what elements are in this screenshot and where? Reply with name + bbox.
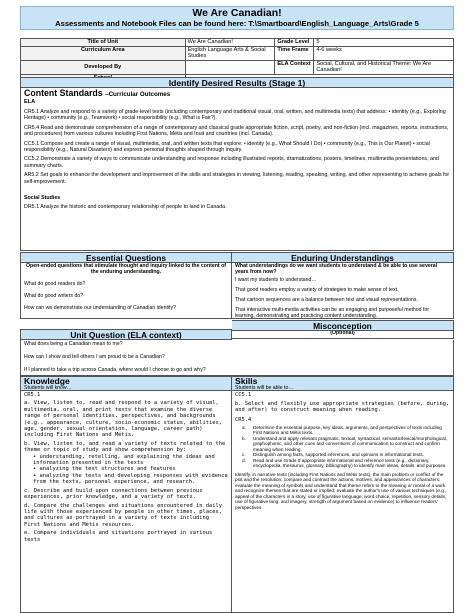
content-standards-section xyxy=(20,88,454,251)
understanding-item: That good readers employ a variety of strategies to make sense of text. xyxy=(235,286,399,293)
file-path-note: Assessments and Notebook Files can be found here: T:\Smartboard\English_Language_Arts\Grade 5 xyxy=(55,19,419,28)
knowledge-item-d: d. Compare the challenges and situations encountered in daily life with those experienced by people in other times, places, and cultures as portrayed in a variety of texts including First Nations and Métis resources. xyxy=(24,502,222,528)
outcome-cr54: CR5.4 Read and demonstrate comprehension of a range of contemporary and classical grade appropriate fiction, script, poetry, and non-fiction (incl. magazines, reports, instructions, and procedures) from various cultures including First Nations, Métis and Inuit and countries (incl. Canada). xyxy=(24,124,449,138)
title-banner xyxy=(20,6,454,30)
skills-list-item: d. Read and use Grade 5 appropriate informational and reference texts (e.g., dictionary, encyclopedia, thesaurus, glossary, bibliography) to identify main ideas, details, and purposes. xyxy=(242,457,447,469)
knowledge-section xyxy=(20,391,232,613)
outcome-dr51: DR5.1 Analyze the historic and contemporary relationship of people to land in Canada. xyxy=(24,204,227,211)
page-title: We Are Canadian! xyxy=(192,7,282,19)
knowledge-item-b: b. View, listen to, and read a variety of texts related to the theme or topic of study and show comprehension by: xyxy=(24,440,226,454)
knowledge-item-e: e. Compare individuals and situations portrayed in various texts xyxy=(24,530,213,543)
content-standards-title-text: Content Standards xyxy=(24,88,103,98)
unit-info-table xyxy=(20,38,454,83)
skills-heading xyxy=(232,376,454,391)
enduring-understandings-section xyxy=(232,263,454,319)
ela-context-value: Social, Cultural, and Historical Theme: We Are Canadian! xyxy=(314,60,454,74)
misconception-heading: Misconception xyxy=(232,320,454,331)
outcome-cc51: CC5.1 Compose and create a range of visual, multimedia, oral, and written texts that explore: • identity (e.g., What Should I Do) • community (e.g., This is Our Planet) • social responsibility (e.g., Natural Disasters) and express personal thoughts shaped through inquiry. xyxy=(24,140,430,154)
curriculum-area-label: Curriculum Area xyxy=(21,46,186,60)
ela-context-label: ELA Context xyxy=(275,60,314,74)
outcome-cr51: CR5.1 Analyze and respond to a variety of grade-level texts (including contemporary and traditional visual, oral, written, and multimedia texts) that address: • identity (e.g., Exploring Heritage) • community (e.g., Teamwork) • social responsibility (e.g., What is Fair?). xyxy=(24,109,446,122)
outcome-cc52: CC5.2 Demonstrate a variety of ways to communicate understanding and response including illustrated reports, dramatizations, posters, timelines, multimedia presentations, and summary charts. xyxy=(24,156,439,169)
skills-title: Skills xyxy=(235,376,258,386)
developed-by-label: Developed By xyxy=(21,60,186,74)
understanding-item: That interactive multi-media activities can be an engaging and purposeful method for learning, demonstrating and practicing content understanding. xyxy=(235,306,430,319)
understanding-item: That cartoon sequences are a balance between text and visual representations. xyxy=(235,296,418,303)
content-standards-title xyxy=(24,89,450,99)
misconception-section xyxy=(232,331,454,339)
social-studies-label: Social Studies xyxy=(24,195,61,202)
essential-question: What do good writers do? xyxy=(24,292,84,299)
knowledge-item-b1: • understanding, retelling, and explaining the ideas and information presented in the texts xyxy=(33,453,215,467)
skills-item-b: b. Select and flexibly use appropriate strategies (before, during, and after) to construct meaning when reading. xyxy=(235,401,450,414)
grade-level-label: Grade Level xyxy=(275,39,314,47)
enduring-understandings-heading: Enduring Understandings xyxy=(232,252,454,263)
knowledge-code: CR5.1 xyxy=(24,392,41,398)
enduring-understandings-subtitle: What understandings do we want students to understand & be able to use several years from now? xyxy=(235,263,438,275)
knowledge-heading xyxy=(20,376,232,391)
essential-questions-heading: Essential Questions xyxy=(20,252,232,263)
knowledge-title: Knowledge xyxy=(24,376,70,386)
developed-by-value xyxy=(185,60,275,74)
knowledge-item-b3: • analyzing the texts and developing responses with evidence from the texts, personal experience, and research. xyxy=(33,472,228,486)
skills-list-item: b. Understand and apply relevant pragmatic, textual, syntactical, semantic/lexical/morphological, graphophonic, and other cues and conventions of communication to construct and confirm meaning when reading. xyxy=(242,435,448,452)
skills-list-text: Understand and apply relevant pragmatic, textual, syntactical, semantic/lexical/morphological, graphophonic, and other cues and conventions of communication to construct and confirm meaning when reading. xyxy=(253,435,448,452)
enduring-understandings-subtitle2: I want my students to understand… xyxy=(235,276,317,283)
knowledge-item-c: c. Describe and build upon connections between previous experiences, prior knowledge, and a variety of texts. xyxy=(24,487,203,501)
essential-questions-subtitle: Open-ended questions that stimulate thought and inquiry linked to the content of the enduring understanding. xyxy=(25,263,226,275)
title-of-unit-value: We Are Canadian! xyxy=(185,39,275,47)
skills-list-item: c. Distinguish among facts, supported inferences, and opinions in informational texts. xyxy=(242,452,424,458)
skills-list-text: Distinguish among facts, supported inferences, and opinions in informational texts. xyxy=(253,452,424,458)
skills-subtitle: Students will be able to… xyxy=(235,385,294,391)
skills-list-text: Determine the essential purpose, key ideas, arguments, and perspectives of texts including First Nations and Métis texts. xyxy=(253,424,442,436)
skills-list-item: a. Determine the essential purpose, key ideas, arguments, and perspectives of texts including First Nations and Métis texts. xyxy=(242,424,442,436)
unit-question-section xyxy=(20,340,454,376)
knowledge-item-b2: • analyzing the text structures and features xyxy=(33,466,176,473)
time-frame-label: Time Frame xyxy=(275,46,314,60)
unit-question-item: How can I show and tell others I am proud to be a Canadian? xyxy=(24,354,165,360)
skills-code-1: CC5.1 xyxy=(235,392,252,398)
essential-question: What do good readers do? xyxy=(24,280,86,287)
unit-question-item: What does being a Canadian mean to me? xyxy=(24,341,123,347)
misconception-subtitle: (Optional) xyxy=(330,331,355,336)
curriculum-area-value: English Language Arts & Social Studies xyxy=(185,46,275,60)
grade-level-value: 5 xyxy=(314,39,454,47)
time-frame-value: 4-6 weeks xyxy=(314,46,454,60)
knowledge-subtitle: Students will know… xyxy=(24,385,72,391)
essential-question: How can we demonstrate our understanding of Canadian identity? xyxy=(24,304,176,311)
skills-paragraph: Identify, in narrative texts (including First Nations and Métis texts), the main problem or conflict of the plot and the resolution; compare and contrast the actions, motives, and appearances of characters; evaluate the meaning of symbols and understand that theme refers to the meaning or moral of a work and recognize themes that are stated or implied; evaluate the author's use of various techniques (e.g., appeal of the characters in a story, use of figurative language, word choice, repetition, sensory details, use of figurative lang. and imagery, strength of argument based on evidence) to influence readers' perspectives. xyxy=(235,471,447,510)
ela-label: ELA xyxy=(24,99,36,105)
skills-code-2: CR5.4 xyxy=(235,416,252,423)
skills-section xyxy=(232,391,454,613)
knowledge-item-a: a. View, listen to, read and respond to a variety of visual, multimedia, oral, and print texts that examine the diverse range of personal identities, perspectives, and backgrounds (e.g., appearance, culture, socio-economic status, abilities, age, gender, sexual orientation, language, career path) including First Nations and Métis. xyxy=(24,400,222,439)
stage1-heading: Identify Desired Results (Stage 1) xyxy=(20,77,454,88)
outcome-ar52: AR5.2 Set goals to enhance the development and improvement of the skills and strategies in viewing, listening, reading, speaking, writing, and other representing to achieve goals for self-improvement. xyxy=(24,172,450,185)
essential-questions-section xyxy=(20,263,232,319)
content-standards-suffix: –Curricular Outcomes xyxy=(105,91,171,98)
skills-list-text: Read and use Grade 5 appropriate informational and reference texts (e.g., dictionary, encyclopedia, thesaurus, glossary, bibliography) to identify main ideas, details, and purposes. xyxy=(253,457,447,469)
unit-question-item: If I planned to take a trip across Canada, where would I choose to go and why? xyxy=(24,367,206,373)
title-of-unit-label: Title of Unit xyxy=(21,39,186,47)
unit-question-heading: Unit Question (ELA context) xyxy=(20,329,232,340)
